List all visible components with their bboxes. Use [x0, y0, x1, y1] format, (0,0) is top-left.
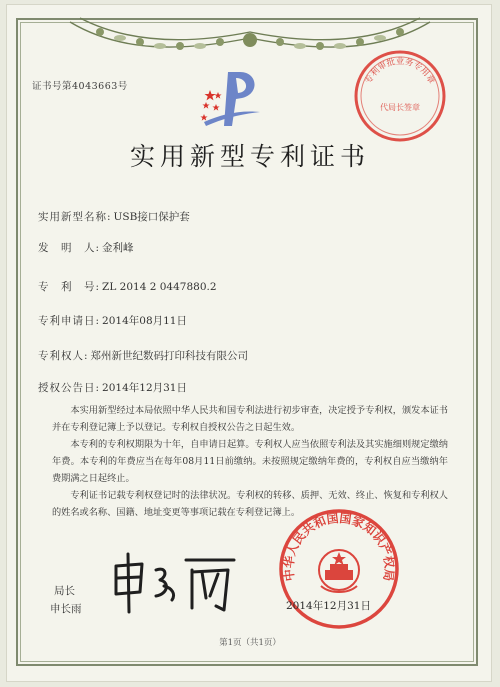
paragraph-legal-status: 专利证书记载专利权登记时的法律状况。专利权的转移、质押、无效、终止、恢复和专利权人的姓名或名称、国籍、地址变更等事项记载在专利登记簿上。 — [52, 490, 448, 518]
patent-office-logo — [196, 64, 264, 134]
field-utility-model-name — [38, 209, 190, 224]
field-application-date — [38, 313, 187, 328]
examination-seal — [352, 48, 448, 144]
field-patent-number — [38, 279, 217, 294]
seal-arc-text: 中华人民共和国国家知识产权局 — [281, 511, 397, 582]
field-label: 实用新型名称: — [38, 211, 112, 223]
field-label: 专 利 号: — [38, 281, 101, 293]
paragraph-grant-notice: 本实用新型经过本局依照中华人民共和国专利法进行初步审查，决定授予专利权，颁发本证书并在专利登记簿上予以登记。专利权自授权公告之日起生效。 — [52, 405, 448, 433]
signatory-name: 申长雨 — [50, 603, 82, 615]
field-patentee — [38, 348, 248, 363]
field-value: 2014年08月11日 — [102, 315, 187, 327]
grant-date-stamp: 2014年12月31日 — [286, 600, 371, 612]
field-value: 金利峰 — [102, 242, 134, 254]
document-title: 实用新型专利证书 — [129, 142, 370, 171]
certificate-number: 证书号第4043663号 — [32, 81, 128, 92]
signatory-title: 局长 — [54, 585, 75, 597]
field-label: 专利权人: — [38, 350, 89, 362]
national-emblem-icon — [319, 550, 359, 592]
seal-sub-text: 代局长签章 — [380, 103, 420, 112]
field-label: 授权公告日: — [38, 382, 101, 394]
seal-arc-text: 专利审批业务专用章 — [363, 57, 437, 86]
field-value: 2014年12月31日 — [102, 382, 187, 394]
handwritten-signature — [106, 548, 242, 618]
paragraph-term-and-fees: 本专利的专利权期限为十年，自申请日起算。专利权人应当依照专利法及其实施细则规定缴纳年费。本专利的年费应当在每年08月11日前缴纳。未按照规定缴纳年费的，专利权自应当缴纳年费期满之日起终止。 — [52, 439, 448, 484]
field-inventor — [38, 240, 134, 255]
field-value: USB接口保护套 — [113, 211, 190, 223]
field-value: 郑州新世纪数码打印科技有限公司 — [90, 350, 249, 362]
field-label: 专利申请日: — [38, 315, 101, 327]
field-label: 发 明 人: — [38, 242, 101, 254]
field-value: ZL 2014 2 0447880.2 — [102, 281, 217, 293]
field-grant-date — [38, 380, 187, 395]
page-footer: 第1页（共1页） — [219, 638, 281, 648]
